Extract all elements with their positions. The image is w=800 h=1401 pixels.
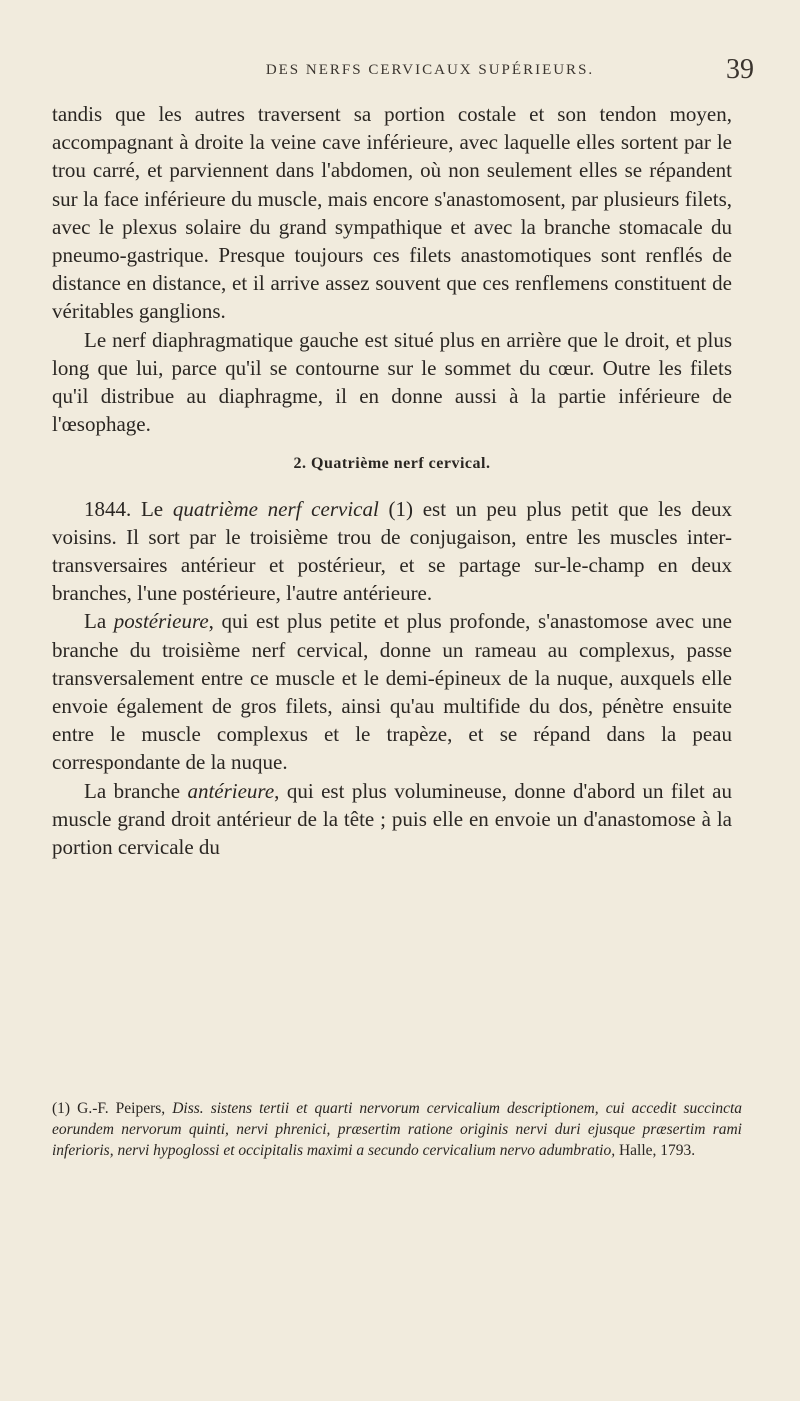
emphasis-term: quatrième nerf cervical	[172, 496, 379, 521]
emphasis-term: postérieure	[113, 609, 209, 634]
running-head: DES NERFS CERVICAUX SUPÉRIEURS.	[265, 62, 595, 78]
text-run: Le	[140, 496, 164, 521]
text-run: , qui est plus petite et plus profonde, s'anastomose avec une branche du troisième nerf cervical, donne un rameau au complexus, passe transversalement entre ce muscle et le demi-épineux de la nuque, auxquels elle envoie également de gros filets, ainsi qu'au multifide du dos, pénètre ensuite entre le muscle complexus et le trapèze, et se répand dans la peau correspondante de la nuque.	[52, 609, 733, 775]
paragraph-1844	[52, 495, 732, 608]
footnote-text: Diss. sistens tertii et quarti nervorum cervicalium descriptionem, cui accedit succincta eorundem nervorum quinti, nervi phrenici, præsertim ratione originis nervi duri ejusque præsertim rami inferioris, nervi hypoglossi et occipitalis maximi a secundo cervicalium nervo adumbratio,	[52, 1100, 743, 1159]
paragraph-number: 1844.	[84, 496, 132, 521]
text-run: (1) est un peu plus petit que les deux voisins. Il sort par le troisième trou de conjugaison, entre les muscles inter-transversaires antérieur et postérieur, et se partage sur-le-champ en deux branches, l'une postérieure, l'autre antérieure.	[52, 496, 733, 606]
page-number: 39	[726, 54, 754, 85]
section-subheading: 2. Quatrième nerf cervical.	[293, 455, 491, 473]
footnote-author: G.-F. Peipers,	[77, 1100, 166, 1117]
page-header	[120, 52, 754, 92]
emphasis-term: antérieure	[187, 778, 275, 803]
body-text	[52, 100, 732, 861]
paragraph-posterior-branch	[52, 607, 732, 776]
footnote-place: Halle, 1793.	[618, 1142, 696, 1159]
paragraph-anterior-branch	[52, 777, 732, 862]
text-run: La branche	[84, 778, 181, 803]
text-run: , qui est plus volumineuse, donne d'abord un filet au muscle grand droit antérieur de la tête ; puis elle en envoie un d'anastomose à la portion cervicale du	[52, 778, 732, 860]
footnote-marker: (1)	[52, 1100, 71, 1117]
paragraph-left-phrenic: Le nerf diaphragmatique gauche est situé plus en arrière que le droit, et plus long que lui, parce qu'il se contourne sur le sommet du cœur. Outre les filets qu'il distribue au diaphragme, il en donne aussi à la partie inférieure de l'œsophage.	[52, 327, 732, 437]
footnote	[52, 1098, 742, 1161]
text-run: La	[84, 609, 107, 634]
paragraph-continuation: tandis que les autres traversent sa portion costale et son tendon moyen, accompagnant à droite la veine cave inférieure, avec laquelle elles sortent par le trou carré, et parviennent dans l'abdomen, où non seulement elles se répandent sur la face inférieure du muscle, mais encore s'anastomosent, par plusieurs filets, avec le plexus solaire du grand sympathique et avec la branche stomacale du pneumo-gastrique. Presque toujours ces filets anastomotiques sont renflés de distance en distance, et il arrive assez souvent que ces renflemens constituent de véritables ganglions.	[52, 102, 732, 324]
